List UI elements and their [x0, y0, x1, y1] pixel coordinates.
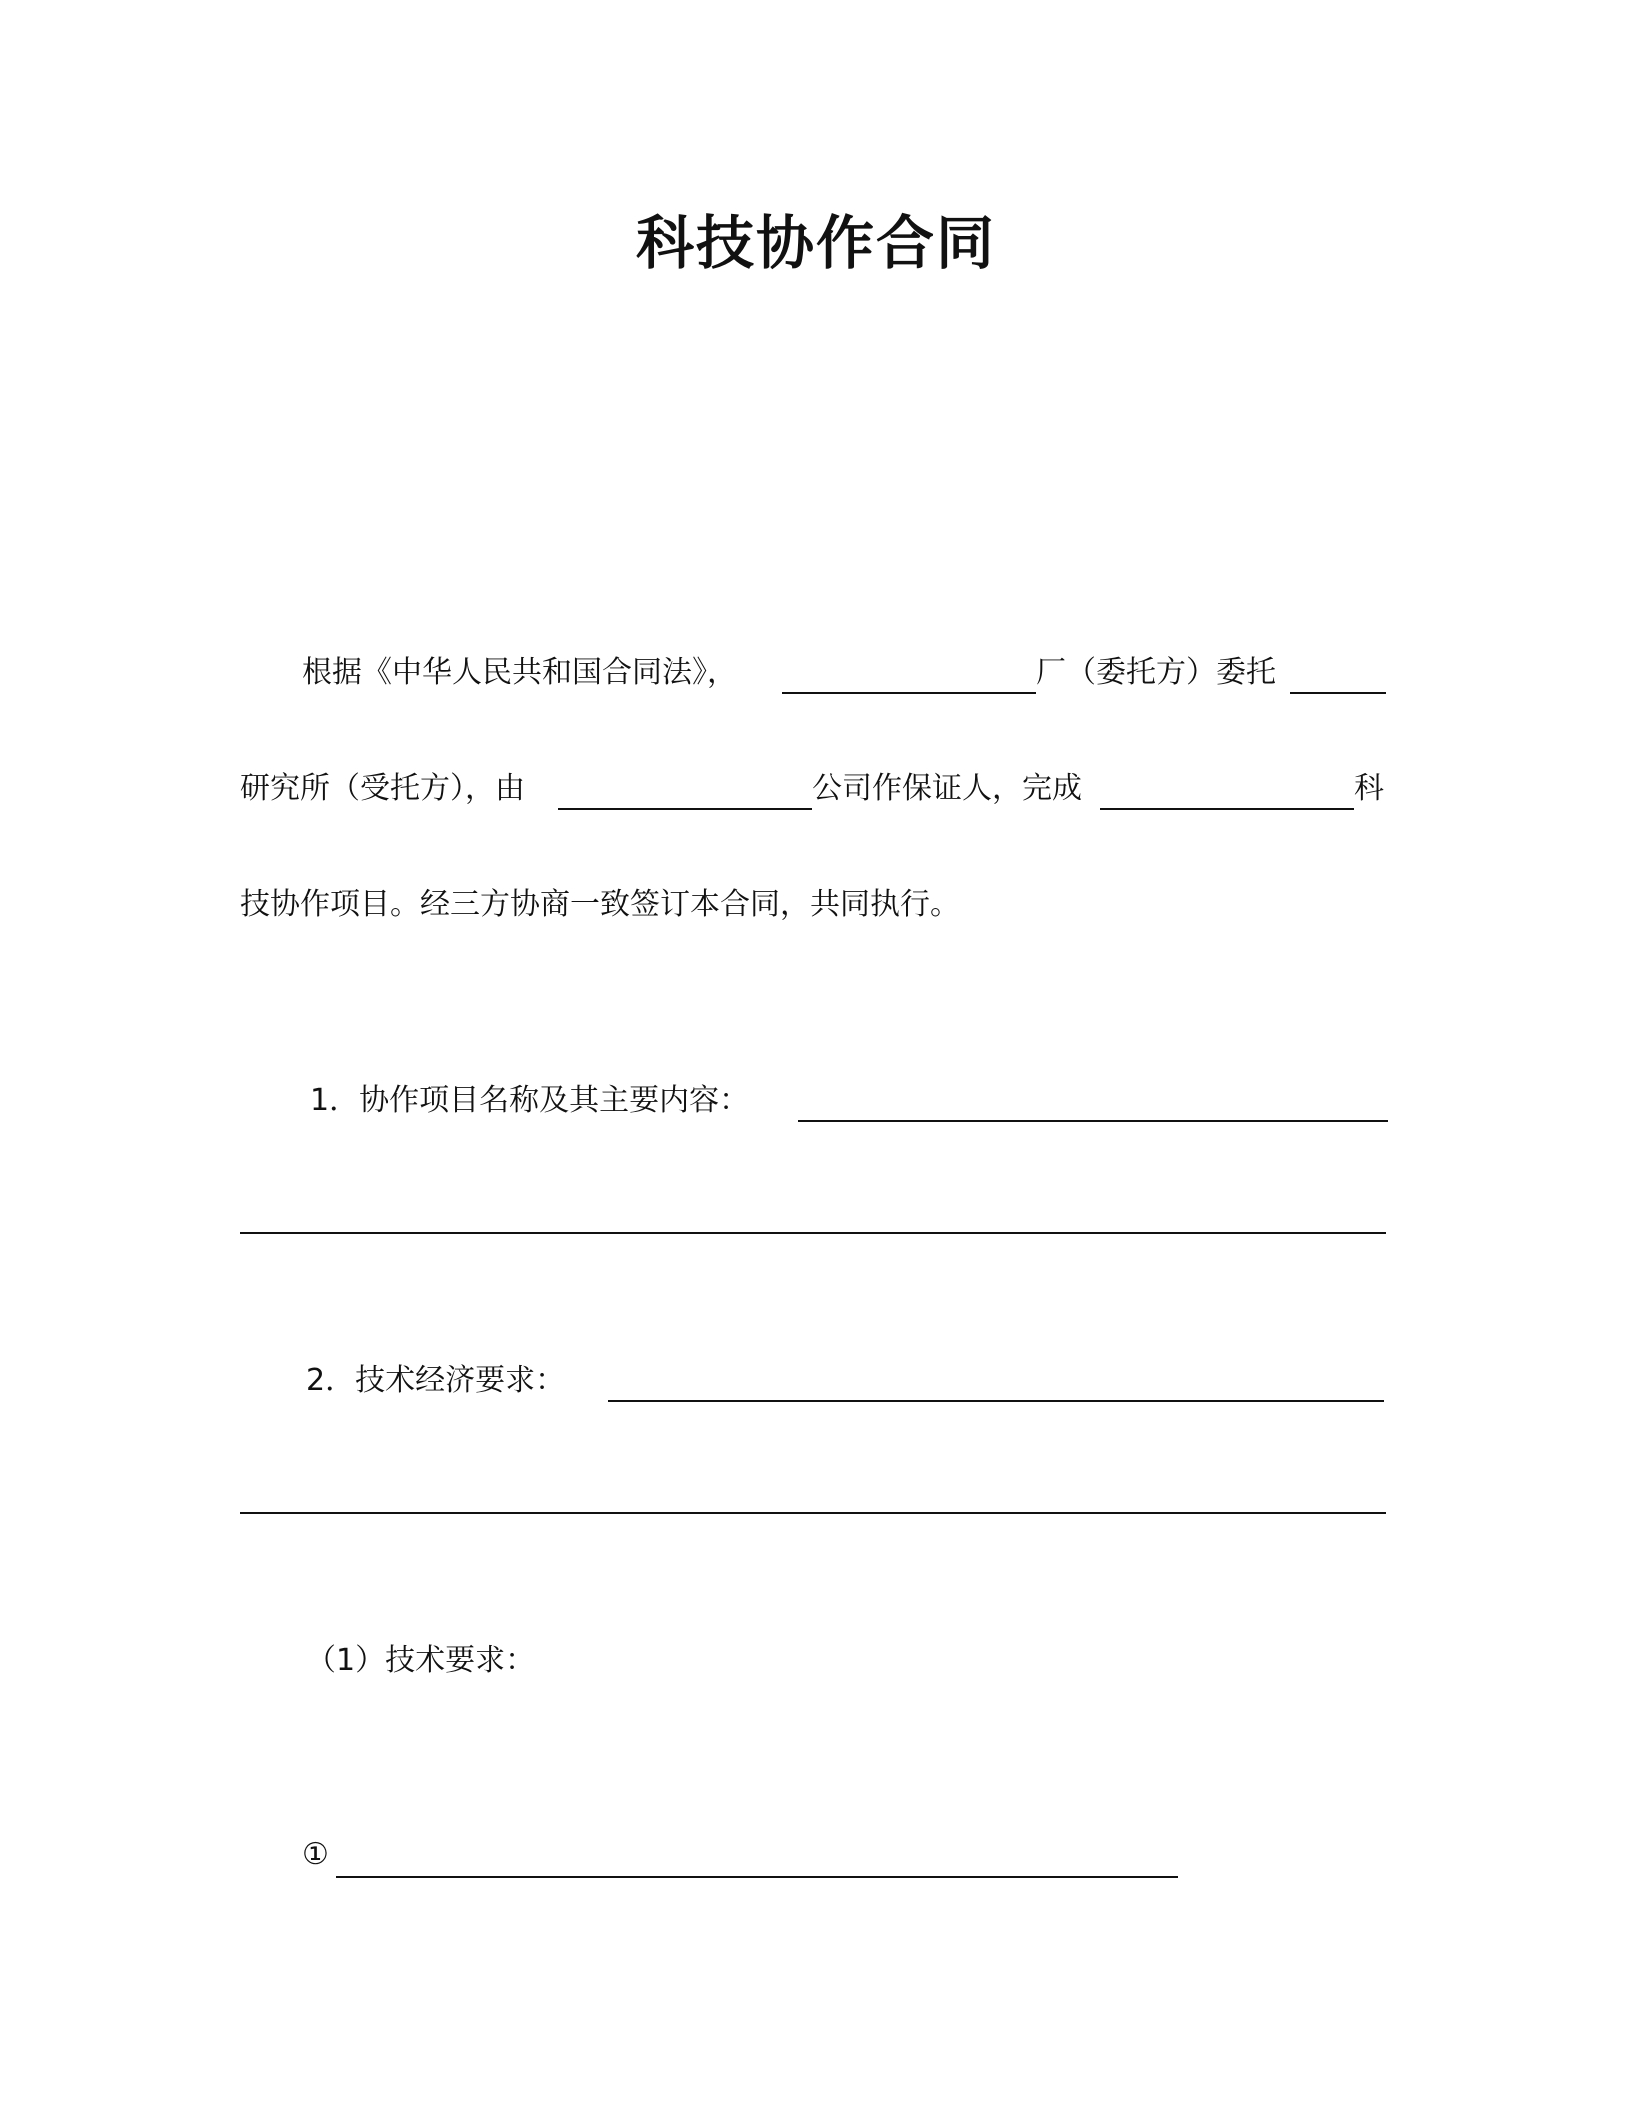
section-1-label: 1．协作项目名称及其主要内容：: [310, 1083, 750, 1118]
intro-text-1b: 厂（委托方）委托: [1036, 655, 1276, 690]
intro-text-2b: 公司作保证人，完成: [812, 771, 1082, 806]
subsection-1-label: （1）技术要求：: [306, 1643, 536, 1678]
section-2-blank-line-1[interactable]: [608, 1400, 1384, 1402]
document-title: 科技协作合同: [635, 209, 996, 277]
blank-research-institute[interactable]: [1290, 692, 1386, 694]
intro-text-2a: 研究所（受托方），由: [240, 771, 525, 806]
section-2-label: 2．技术经济要求：: [306, 1363, 566, 1398]
item-1-marker: ①: [302, 1837, 329, 1872]
blank-entrusting-factory[interactable]: [782, 692, 1036, 694]
blank-guarantor-company[interactable]: [558, 808, 812, 810]
item-1-blank-line[interactable]: [336, 1876, 1178, 1878]
intro-text-1a: 根据《中华人民共和国合同法》，: [302, 655, 737, 690]
section-2-blank-line-2[interactable]: [240, 1512, 1386, 1514]
blank-project-name[interactable]: [1100, 808, 1354, 810]
intro-text-3: 技协作项目。经三方协商一致签订本合同，共同执行。: [240, 887, 960, 922]
section-1-blank-line-2[interactable]: [240, 1232, 1386, 1234]
intro-text-2c: 科: [1354, 771, 1384, 806]
section-1-blank-line-1[interactable]: [798, 1120, 1388, 1122]
